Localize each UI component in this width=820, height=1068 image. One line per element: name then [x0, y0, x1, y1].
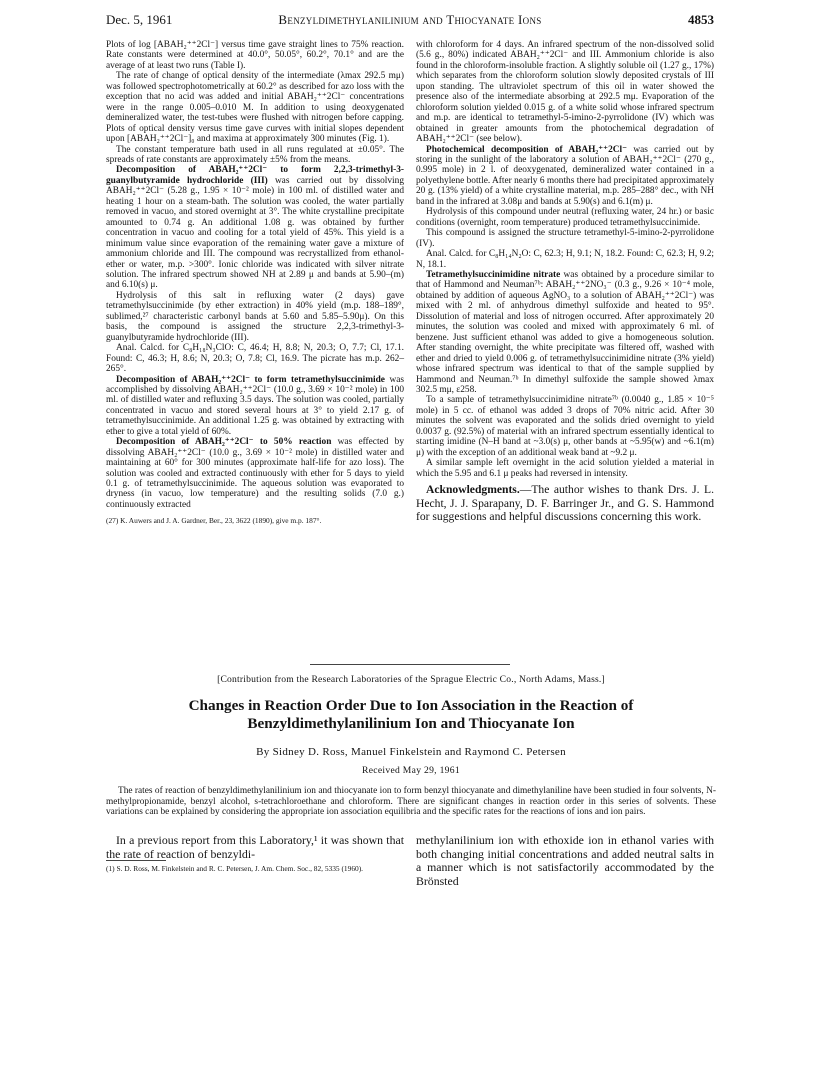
run-in-heading: Decomposition of ABAH₂⁺⁺2Cl⁻ to form tetramethylsuccinimide [116, 374, 385, 385]
article-authors: By Sidney D. Ross, Manuel Finkelstein and Raymond C. Petersen [256, 746, 566, 758]
paragraph-text: was effected by dissolving ABAH₂⁺⁺2Cl⁻ (10.0 g., 3.69 × 10⁻² mole) in distilled water and maintaining at 60° for 300 minutes (approximate half-life for azo loss). The solution was cooled and extracted continuously with ether for 5 days to yield 0.1 g. of tetramethylsuccinimide. The aqueous solution was evaporated to dryness (in vacuo, low temperature) and the resulting solids (7.0 g.) continuously extracted [106, 437, 404, 510]
run-in-heading: Decomposition of ABAH₂⁺⁺2Cl⁻ to 50% reaction [116, 437, 332, 448]
paragraph [106, 437, 404, 510]
intro-left-column [106, 834, 404, 861]
footnote-rule [106, 860, 166, 861]
paragraph: Plots of log [ABAH₂⁺⁺2Cl⁻] versus time gave straight lines to 75% reaction. Rate constants were determined at 40.0°, 50.05°, 60.2°, 70.1° and are the average of at least two runs (Table I). [106, 40, 404, 71]
paragraph-text: was carried out by storing in the sunlight of the laboratory a solution of ABAH₂⁺⁺2Cl⁻ (270 g., 0.995 mole) in 2 l. of deoxygenated, demineralized water contained in a polyethylene bottle. After nearly 6 months there had precipitated approximately 20 g. (13% yield) of a white crystalline material, m.p. 285–288° dec., with NH band in the infrared at 3.08μ and bands at 5.90(s) and 6.1(m) μ. [416, 144, 714, 207]
paragraph: Anal. Calcd. for C₈H₁₄N₂O: C, 62.3; H, 9.1; N, 18.2. Found: C, 62.3; H, 9.2; N, 18.1. [416, 249, 714, 270]
intro-paragraph-continued: methylanilinium ion with ethoxide ion in ethanol varies with both changing initial concentrations and added neutral salts in a manner which is not satisfactorily accommodated by the Brönsted [416, 833, 714, 888]
abstract: The rates of reaction of benzyldimethylanilinium ion and thiocyanate ion to form benzyl thiocyanate and dimethylaniline have been studied in four solvents, N-methylpropionamide, benzyl alcohol, s-tetrachloroethane and chloroform. There are significant changes in reaction order in this series of solvents. These variations can be explained by considering the appropriate ion association equilibria and the specific rates for the reactions of ions and ion pairs. [106, 786, 716, 818]
contribution-line: [Contribution from the Research Laboratories of the Sprague Electric Co., North Adams, Mass.] [217, 674, 605, 685]
acknowledgments [416, 483, 714, 524]
right-column [416, 40, 714, 524]
paragraph [416, 270, 714, 395]
paragraph [416, 145, 714, 208]
run-in-heading: Decomposition of ABAH₂⁺⁺2Cl⁻ to form 2,2,3-trimethyl-3-guanylbutyramide hydrochloride (III) [106, 165, 404, 186]
header-title: Benzyldimethylanilinium and Thiocyanate Ions [278, 12, 542, 27]
paragraph-text: was obtained by a procedure similar to that of Hammond and Neuman⁷ᵇ: ABAH₂⁺⁺2NO₃⁻ (0.3 g., 9.26 × 10⁻⁴ mole, obtained by addition of aqueous AgNO₃ to a solution of ABAH₂⁺⁺2Cl⁻) was mixed with 2 ml. of anhydrous dimethyl sulfoxide and heated to 95°. Dissolution of material and loss of nitrogen occurred. After approximately 20 minutes, the solution was cooled and mixed with approximately 6 ml. of benzene. Just sufficient ethanol was added to give a homogeneous solution. After standing overnight, the white precipitate was filtered off, washed with ether and dried to yield 0.006 g. of tetramethylsuccinimidine nitrate (3% yield) whose infrared spectrum was identical to that of the sample supplied by Hammond and Neuman.⁷ᵇ In dimethyl sulfoxide the sample showed λmax 302.5 mμ, ε258. [416, 269, 715, 395]
run-in-heading: Tetramethylsuccinimidine nitrate [426, 269, 561, 280]
paragraph: To a sample of tetramethylsuccinimidine nitrate⁷ᵇ (0.0040 g., 1.85 × 10⁻⁵ mole) in 5 cc. of ethanol was added 3 drops of 70% nitric acid. After 30 minutes the solvent was evaporated and the solids dried overnight to yield 0.0037 g. (92.5%) of material with an infrared spectrum essentially identical to starting imidine (N–H band at ~3.0(s) μ, other bands at ~5.95(w) and ~6.1(m) μ) with the exception of an additional weak band at ~9.2 μ. [416, 395, 714, 458]
paragraph [106, 375, 404, 438]
acknowledgments-text: —The author wishes to thank Drs. J. L. Hecht, J. J. Sparapany, D. F. Barringer Jr., and G. S. Hammond for suggestions and helpful discussions concerning this work. [416, 483, 714, 524]
footnote: (1) S. D. Ross, M. Finkelstein and R. C. Petersen, J. Am. Chem. Soc., 82, 5335 (1960). [106, 864, 364, 873]
intro-right-column [416, 834, 714, 888]
running-header [106, 12, 714, 30]
acknowledgments-heading: Acknowledgments. [426, 483, 520, 497]
paragraph: The rate of change of optical density of the intermediate (λmax 292.5 mμ) was followed spectrophotometrically at 60.2° as described for azo loss with the exception that no acid was added and initial ABAH₂⁺⁺2Cl⁻ concentrations were in the range 0.005–0.010 M. In addition to using deoxygenated demineralized water, the test-tubes were flushed with nitrogen before capping. Plots of optical density versus time gave curves with initial slopes dependent upon [ABAH₂⁺⁺2Cl⁻]₀ and maxima at approximately 300 minutes (Fig. 1). [106, 71, 404, 145]
paragraph [106, 165, 404, 290]
left-column [106, 40, 404, 525]
paragraph: This compound is assigned the structure tetramethyl-5-imino-2-pyrrolidone (IV). [416, 228, 714, 249]
paragraph-text: was accomplished by dissolving ABAH₂⁺⁺2Cl⁻ (10.0 g., 3.69 × 10⁻² mole) in 100 ml. of distilled water and refluxing 3.5 days. The solution was cooled, partially concentrated in vacuo and stored several hours at 3° to yield 2.17 g. of tetramethylsuccinimide. An additional 1.25 g. was obtained by extracting with ether to give a total yield of 60%. [106, 374, 404, 437]
paragraph-text: was carried out by dissolving ABAH₂⁺⁺2Cl⁻ (5.28 g., 1.95 × 10⁻² mole) in 100 ml. of distilled water and heating 1 hour on a steam-bath. The solution was cooled, the water partially removed in vacuo, and stored overnight at 3°. The white crystalline precipitate amounted to 0.74 g. An additional 1.08 g. was obtained by further concentration in vacuo and cooling for a total yield of 45%. This yield is a minimum value since evaporation of the remaining water gave a mixture of ammonium chloride and III. The compound was recrystallized from ethanol-ether or water, m.p. >300°. Ionic chloride was indicated with silver nitrate solution. The infrared spectrum showed NH at 2.89 μ and bands at 5.90–(m) and 6.10(s) μ. [106, 175, 404, 291]
intro-paragraph: In a previous report from this Laboratory,¹ it was shown that the rate of reaction of benzyldi- [106, 833, 404, 861]
paragraph: Hydrolysis of this compound under neutral (refluxing water, 24 hr.) or basic conditions (overnight, room temperature) produced tetramethylsuccinimide. [416, 207, 714, 228]
header-date: Dec. 5, 1961 [106, 12, 173, 27]
footnote: (27) K. Auwers and J. A. Gardner, Ber., 23, 3622 (1890), give m.p. 187°. [106, 516, 322, 526]
paragraph: with chloroform for 4 days. An infrared spectrum of the non-dissolved solid (5.6 g., 80%) indicated ABAH₂⁺⁺2Cl⁻ and III. Ammonium chloride is also found in the chloroform-insoluble fraction. A slightly soluble oil (1.27 g., 17%) which separates from the chloroform solution slowly deposited crystals of III upon standing. The ultraviolet spectrum of this oil in water showed the presence also of the intermediate absorbing at 292.5 mμ. Evaporation of the chloroform solution yielded 0.015 g. of a white solid whose infrared spectrum and m.p. are identical to tetramethyl-5-imino-2-pyrrolidone (IV) which was obtained in greater amounts from the photochemical degradation of ABAH₂⁺⁺2Cl⁻ (see below). [416, 40, 714, 145]
section-divider [310, 664, 510, 665]
paragraph: Anal. Calcd. for C₈H₁₈N₃ClO: C, 46.4; H, 8.8; N, 20.3; O, 7.7; Cl, 17.1. Found: C, 46.3; H, 8.6; N, 20.3; O, 7.8; Cl, 16.9. The picrate has m.p. 262–265°. [106, 343, 404, 375]
article-title: Changes in Reaction Order Due to Ion Association in the Reaction of Benzyldimethylanilinium Ion and Thiocyanate Ion [188, 697, 634, 732]
paragraph: A similar sample left overnight in the acid solution yielded a material in which the 5.95 and 6.1 μ peaks had reversed in intensity. [416, 458, 714, 479]
header-page-number: 4853 [688, 12, 714, 27]
run-in-heading: Photochemical decomposition of ABAH₂⁺⁺2Cl⁻ [426, 144, 628, 155]
paragraph: Hydrolysis of this salt in refluxing water (2 days) gave tetramethylsuccinimide (by ether extraction) in 40% yield (m.p. 188–189°, sublimed,²⁷ characteristic carbonyl bands at 5.60 and 5.85–5.90μ). On this basis, the compound is assigned the structure 2,2,3-trimethyl-3-guanylbutyramide hydrochloride (III). [106, 290, 404, 343]
received-date: Received May 29, 1961 [362, 765, 460, 776]
paragraph: The constant temperature bath used in all runs regulated at ±0.05°. The spreads of rate constants are approximately ±5% from the means. [106, 144, 404, 165]
